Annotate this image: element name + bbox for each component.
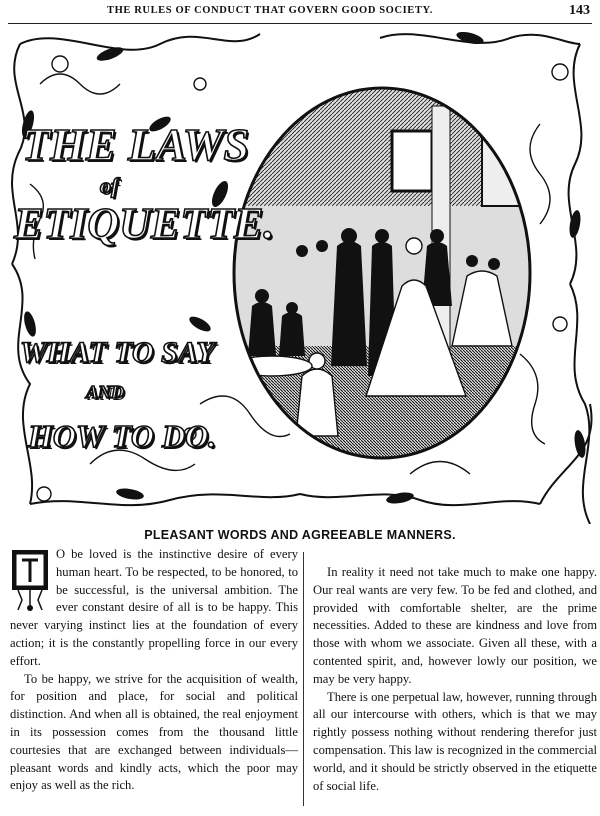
title-line-what-to-say: WHAT TO SAY — [20, 336, 215, 369]
decorative-title — [14, 118, 275, 508]
ornamental-dropcap-icon — [10, 548, 50, 614]
column-divider — [303, 552, 304, 806]
paragraph-reality: In reality it need not take much to make one happy. Our real wants are very few. To be fed and clothed, and provided with comfortable shelter, are the prime necessities. Added to these are kindness and love from those with whom we associate. Given all these, with a contented spirit, and, however lowly our position, we may be very happy. — [313, 565, 597, 686]
title-line-etiquette: ETIQUETTE. — [14, 199, 275, 248]
paragraph-happiness: To be happy, we strive for the acquisition of wealth, for position and place, for social and political distinction. And when all is obtained, the real enjoyment in its possession comes from the thousand little courtesies that are exchanged between individuals—pleasant words and kindly acts, which the poor may enjoy as well as the rich. — [10, 671, 298, 793]
paragraph-perpetual-law: There is one perpetual law, however, running through all our intercourse with others, which is that we may rightly possess nothing without rendering therefor just compensation. This law is recognized in the commercial world, and it should be strictly observed in the etiquette of social life. — [313, 689, 597, 793]
engraved-ballroom-scene — [232, 86, 532, 461]
left-column — [10, 546, 298, 795]
right-column — [313, 564, 597, 795]
page-number: 143 — [569, 3, 590, 18]
paragraph-intro: O be loved is the instinctive desire of every human heart. To be respected, to be honored, to be successful, is the universal ambition. The ever constant desire of all is to be happy. This never varying instinct lies at the foundation of every action; it is the constantly propelling force in our every effort. — [10, 547, 298, 668]
title-line-of: of — [100, 173, 119, 198]
title-line-how-to-do: HOW TO DO. — [28, 418, 217, 454]
title-line-laws: THE LAWS — [22, 119, 250, 170]
running-header — [8, 3, 592, 24]
title-line-and: AND — [86, 382, 125, 402]
running-title: THE RULES OF CONDUCT THAT GOVERN GOOD SOCIETY. — [107, 5, 433, 16]
section-heading: PLEASANT WORDS AND AGREEABLE MANNERS. — [144, 528, 456, 542]
